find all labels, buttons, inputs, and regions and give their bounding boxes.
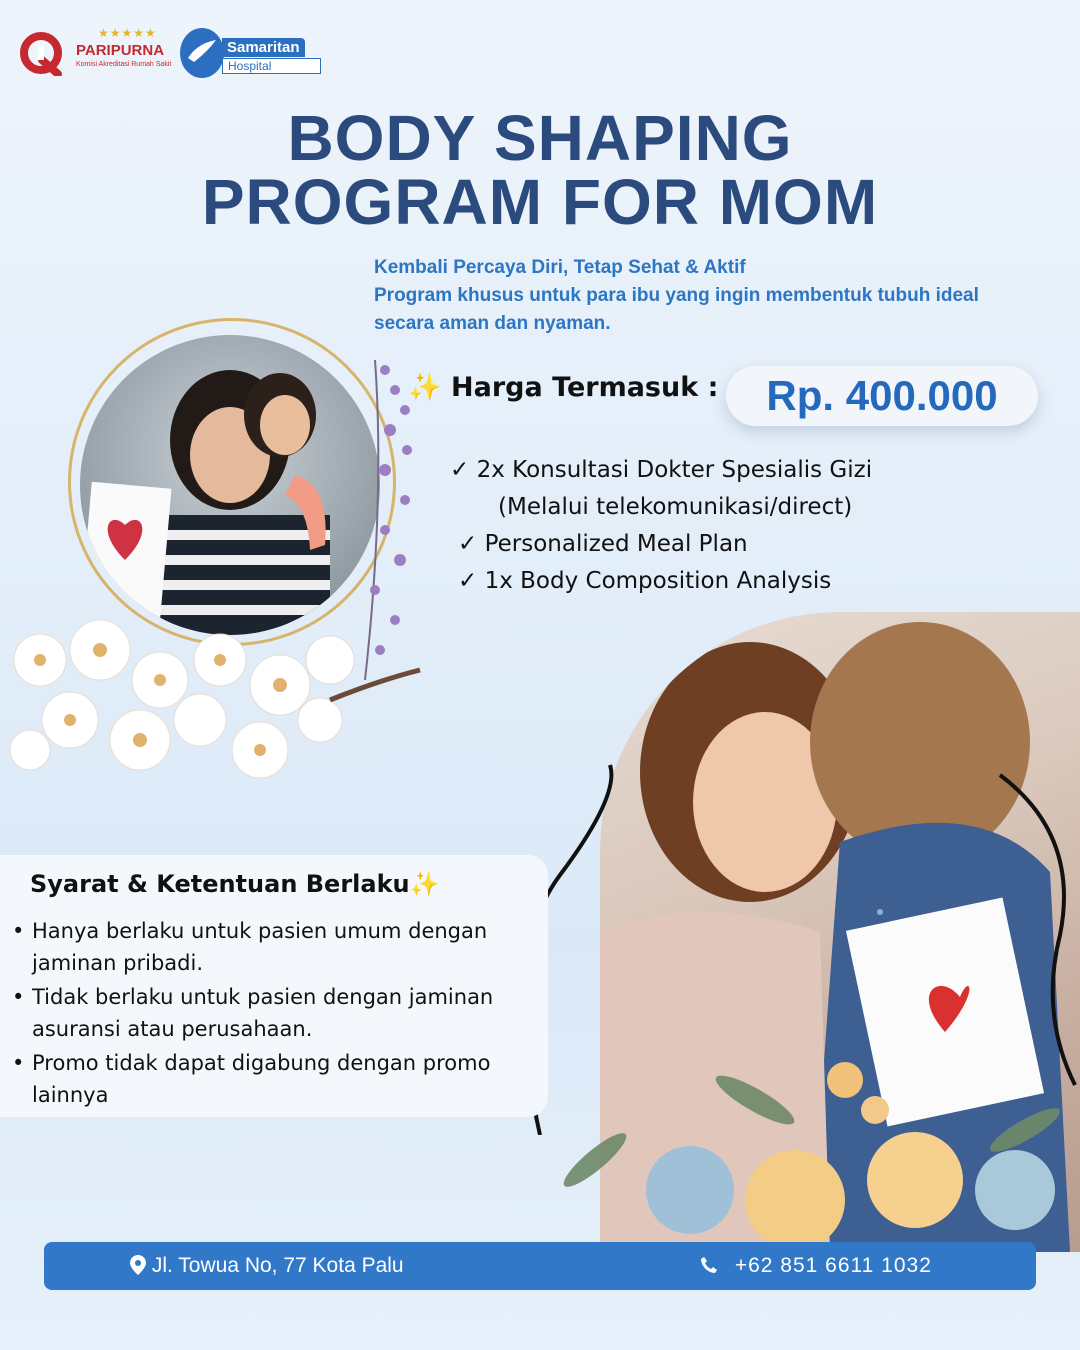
price-label: ✨ Harga Termasuk : [408,372,719,403]
tagline-line-2: Program khusus untuk para ibu yang ingin membentuk tubuh ideal [374,285,979,306]
tagline [374,254,1074,338]
terms-item: • Tidak berlaku untuk pasien dengan jaminan asuransi atau perusahaan. [10,981,540,1045]
samaritan-dove-icon [180,28,224,78]
terms-item: • Hanya berlaku untuk pasien umum dengan jaminan pribadi. [10,915,540,979]
title-line-1: BODY SHAPING [287,102,793,174]
flower-bouquet-decoration [555,1040,1080,1250]
benefit-list [450,452,970,600]
benefit-item: ✓ 2x Konsultasi Dokter Spesialis Gizi [450,457,873,483]
footer-phone[interactable]: +62 851 6611 1032 [700,1242,932,1290]
samaritan-logo [180,28,325,80]
paripurna-logo [18,26,172,82]
samaritan-subtitle: Hospital [222,58,321,74]
location-pin-icon [130,1255,146,1275]
price-value: Rp. 400.000 [766,372,998,419]
check-icon: ✓ [458,568,485,594]
tagline-line-3: secara aman dan nyaman. [374,313,611,334]
sparkle-icon: ✨ [408,372,442,403]
samaritan-name: Samaritan [222,38,305,57]
paripurna-emblem-icon [18,30,64,76]
terms-title: Syarat & Ketentuan Berlaku✨ [30,870,440,898]
check-icon: ✓ [458,531,485,557]
benefit-item: ✓ Personalized Meal Plan [458,531,748,557]
footer-address: Jl. Towua No, 77 Kota Palu [130,1242,404,1290]
page-title [0,102,1080,238]
benefit-item: ✓ 1x Body Composition Analysis [458,568,832,594]
benefit-item-note: (Melalui telekomunikasi/direct) [498,494,853,520]
paripurna-name: PARIPURNA [76,42,165,59]
title-line-2: PROGRAM FOR MOM [201,166,879,238]
paripurna-subtitle: Komisi Akreditasi Rumah Sakit [76,61,172,68]
sparkle-icon: ✨ [409,870,440,898]
terms-item: • Promo tidak dapat digabung dengan promo lainnya [10,1047,540,1111]
accreditation-stars: ★★★★★ [98,26,157,40]
phone-icon [700,1256,718,1274]
terms-list [10,915,540,1113]
tagline-line-1: Kembali Percaya Diri, Tetap Sehat & Aktif [374,257,746,278]
check-icon: ✓ [450,457,477,483]
